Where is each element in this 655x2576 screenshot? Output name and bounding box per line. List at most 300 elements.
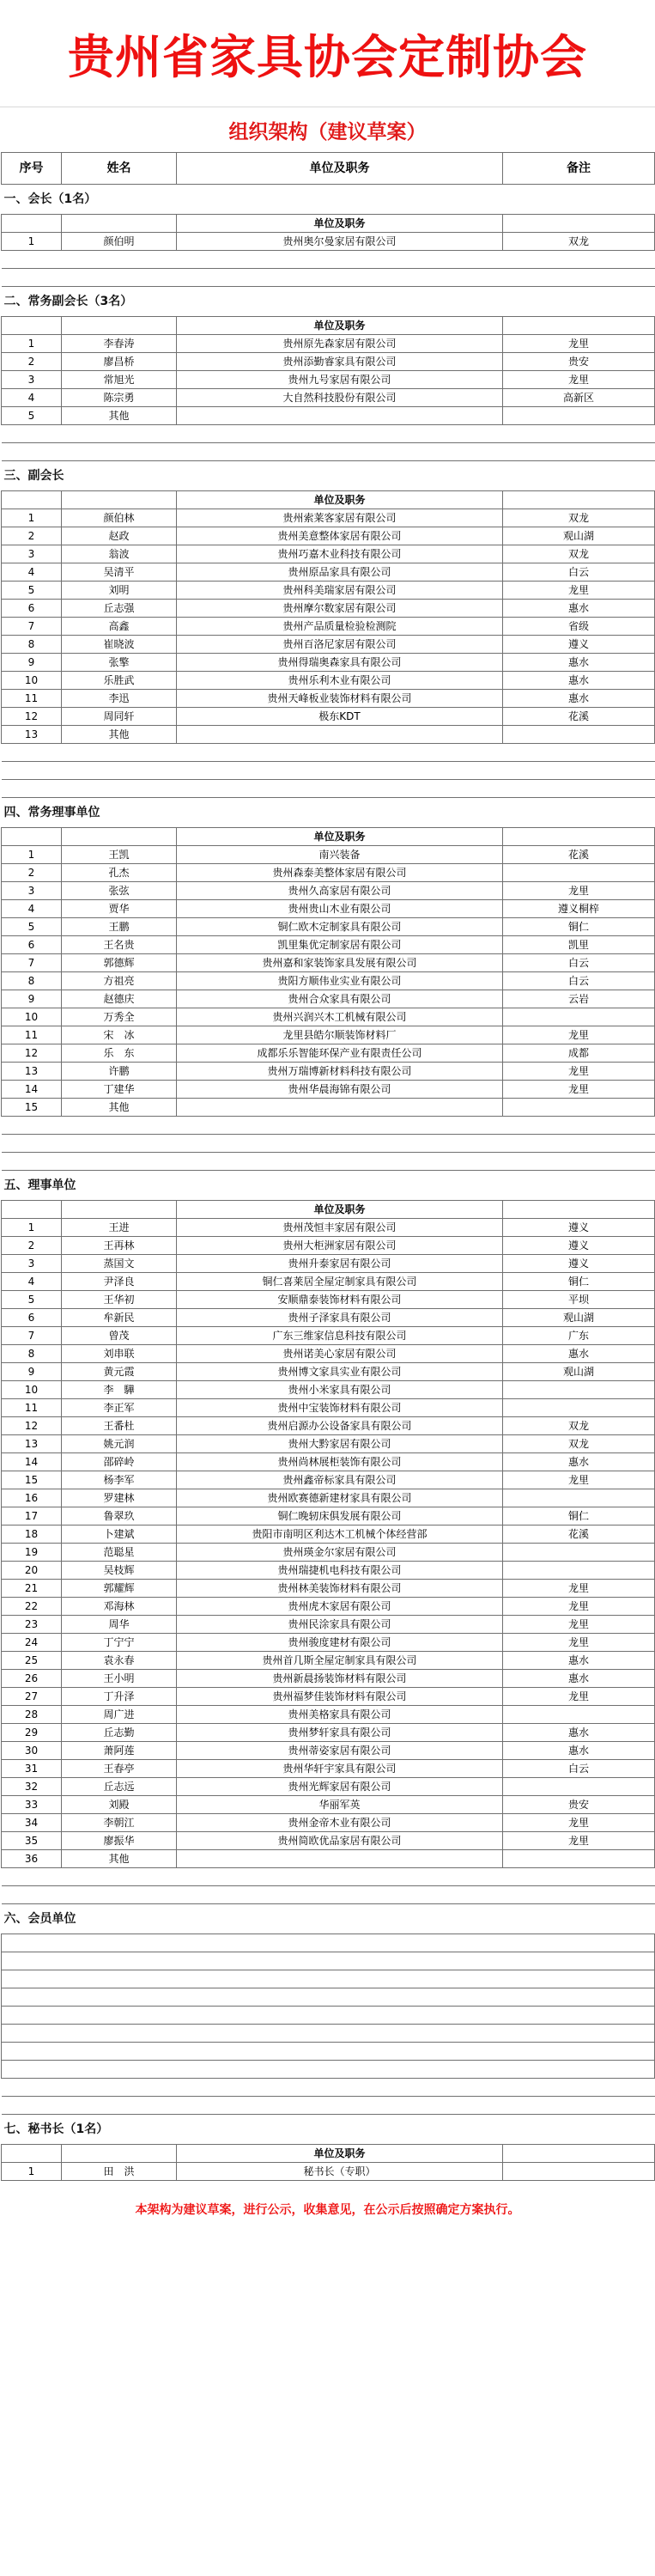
row-unit: 贵州合众家具有限公司 bbox=[177, 990, 503, 1008]
table-row bbox=[2, 1471, 655, 1489]
row-note: 白云 bbox=[503, 563, 655, 582]
row-no: 18 bbox=[2, 1526, 62, 1544]
header-name: 姓名 bbox=[62, 153, 177, 185]
blank-row bbox=[2, 2007, 655, 2025]
row-note: 龙里 bbox=[503, 1580, 655, 1598]
table-row bbox=[2, 636, 655, 654]
row-unit: 贵州大黔家居有限公司 bbox=[177, 1435, 503, 1453]
table-row bbox=[2, 1598, 655, 1616]
table-row bbox=[2, 1796, 655, 1814]
row-note: 惠水 bbox=[503, 600, 655, 618]
sub-header-note bbox=[503, 828, 655, 846]
row-name: 曾茂 bbox=[62, 1327, 177, 1345]
sub-header-no bbox=[2, 317, 62, 335]
row-note: 惠水 bbox=[503, 1652, 655, 1670]
sub-header-name bbox=[62, 1201, 177, 1219]
row-name: 其他 bbox=[62, 726, 177, 744]
row-unit: 贵州升泰家居有限公司 bbox=[177, 1255, 503, 1273]
table-row bbox=[2, 1507, 655, 1526]
row-unit: 贵州虎木家居有限公司 bbox=[177, 1598, 503, 1616]
blank-cell bbox=[2, 2007, 655, 2025]
row-unit: 龙里县皓尔顺装饰材料厂 bbox=[177, 1026, 503, 1044]
row-unit: 贵州瑛金尔家居有限公司 bbox=[177, 1544, 503, 1562]
row-note: 惠水 bbox=[503, 690, 655, 708]
row-no: 7 bbox=[2, 1327, 62, 1345]
sub-header-note bbox=[503, 215, 655, 233]
row-note: 铜仁 bbox=[503, 1507, 655, 1526]
spacer-row bbox=[2, 780, 655, 798]
row-note: 惠水 bbox=[503, 1670, 655, 1688]
spacer-cell bbox=[2, 443, 655, 461]
row-no: 6 bbox=[2, 1309, 62, 1327]
spacer-row bbox=[2, 1868, 655, 1886]
table-row bbox=[2, 600, 655, 618]
table-row bbox=[2, 882, 655, 900]
table-row bbox=[2, 672, 655, 690]
blank-cell bbox=[2, 1952, 655, 1970]
row-note: 惠水 bbox=[503, 1345, 655, 1363]
table-row bbox=[2, 708, 655, 726]
table-row bbox=[2, 1044, 655, 1063]
table-row bbox=[2, 335, 655, 353]
row-no: 14 bbox=[2, 1453, 62, 1471]
row-note: 龙里 bbox=[503, 882, 655, 900]
table-row bbox=[2, 1219, 655, 1237]
row-name: 邵碎岭 bbox=[62, 1453, 177, 1471]
row-unit: 广东三维家信息科技有限公司 bbox=[177, 1327, 503, 1345]
spacer-row bbox=[2, 2079, 655, 2097]
table-row bbox=[2, 371, 655, 389]
row-unit: 贵州嘉和家装饰家具发展有限公司 bbox=[177, 954, 503, 972]
row-unit: 贵州乐利木业有限公司 bbox=[177, 672, 503, 690]
row-name: 刘殿 bbox=[62, 1796, 177, 1814]
section-header-row bbox=[2, 491, 655, 509]
row-name: 万秀全 bbox=[62, 1008, 177, 1026]
row-no: 2 bbox=[2, 527, 62, 545]
section-title-row bbox=[2, 2115, 655, 2145]
section-title-row bbox=[2, 287, 655, 317]
row-name: 牟新民 bbox=[62, 1309, 177, 1327]
row-no: 1 bbox=[2, 846, 62, 864]
table-row bbox=[2, 407, 655, 425]
row-no: 30 bbox=[2, 1742, 62, 1760]
row-name: 翁波 bbox=[62, 545, 177, 563]
table-row bbox=[2, 690, 655, 708]
row-no: 12 bbox=[2, 708, 62, 726]
row-note: 观山湖 bbox=[503, 527, 655, 545]
row-name: 李迅 bbox=[62, 690, 177, 708]
row-unit: 贵州美格家具有限公司 bbox=[177, 1706, 503, 1724]
table-row bbox=[2, 1832, 655, 1850]
row-no: 4 bbox=[2, 900, 62, 918]
row-unit: 贵州科美瑞家居有限公司 bbox=[177, 582, 503, 600]
row-name: 姚元润 bbox=[62, 1435, 177, 1453]
row-note bbox=[503, 1850, 655, 1868]
sub-header-unit: 单位及职务 bbox=[177, 1201, 503, 1219]
row-name: 宋 冰 bbox=[62, 1026, 177, 1044]
row-note: 广东 bbox=[503, 1327, 655, 1345]
row-no: 1 bbox=[2, 2163, 62, 2181]
row-unit: 贵州梦轩家具有限公司 bbox=[177, 1724, 503, 1742]
row-unit: 贵州鑫帝标家具有限公司 bbox=[177, 1471, 503, 1489]
row-no: 34 bbox=[2, 1814, 62, 1832]
spacer-row bbox=[2, 251, 655, 269]
table-row bbox=[2, 1814, 655, 1832]
row-note: 龙里 bbox=[503, 1814, 655, 1832]
row-no: 2 bbox=[2, 864, 62, 882]
row-unit: 贵州华轩宇家具有限公司 bbox=[177, 1760, 503, 1778]
row-name: 其他 bbox=[62, 1099, 177, 1117]
row-no: 8 bbox=[2, 636, 62, 654]
row-name: 王华初 bbox=[62, 1291, 177, 1309]
row-unit: 贵州骏度建材有限公司 bbox=[177, 1634, 503, 1652]
row-no: 13 bbox=[2, 726, 62, 744]
sub-header-unit: 单位及职务 bbox=[177, 2145, 503, 2163]
row-no: 9 bbox=[2, 1363, 62, 1381]
table-row bbox=[2, 954, 655, 972]
row-name: 卜建斌 bbox=[62, 1526, 177, 1544]
row-note: 贵安 bbox=[503, 1796, 655, 1814]
row-name: 廖振华 bbox=[62, 1832, 177, 1850]
row-note bbox=[503, 726, 655, 744]
sub-header-name bbox=[62, 491, 177, 509]
row-unit: 贵州得瑞奥森家具有限公司 bbox=[177, 654, 503, 672]
row-no: 13 bbox=[2, 1435, 62, 1453]
row-note: 双龙 bbox=[503, 509, 655, 527]
row-unit: 大自然科技股份有限公司 bbox=[177, 389, 503, 407]
row-unit: 贵州索莱客家居有限公司 bbox=[177, 509, 503, 527]
row-name: 丁升泽 bbox=[62, 1688, 177, 1706]
row-note: 龙里 bbox=[503, 1081, 655, 1099]
spacer-cell bbox=[2, 1868, 655, 1886]
row-no: 26 bbox=[2, 1670, 62, 1688]
row-unit: 贵州贵山木业有限公司 bbox=[177, 900, 503, 918]
row-note: 龙里 bbox=[503, 371, 655, 389]
row-no: 5 bbox=[2, 407, 62, 425]
row-note: 龙里 bbox=[503, 1832, 655, 1850]
table-row bbox=[2, 1081, 655, 1099]
row-note: 惠水 bbox=[503, 1724, 655, 1742]
table-header-row bbox=[2, 153, 655, 185]
table-row bbox=[2, 1760, 655, 1778]
row-name: 李 驊 bbox=[62, 1381, 177, 1399]
row-note: 云岩 bbox=[503, 990, 655, 1008]
table-row bbox=[2, 1778, 655, 1796]
row-no: 12 bbox=[2, 1044, 62, 1063]
row-name: 周同轩 bbox=[62, 708, 177, 726]
table-row bbox=[2, 1489, 655, 1507]
row-unit: 贵州民涂家具有限公司 bbox=[177, 1616, 503, 1634]
row-name: 陈宗勇 bbox=[62, 389, 177, 407]
spacer-row bbox=[2, 762, 655, 780]
spacer-cell bbox=[2, 425, 655, 443]
sub-header-note bbox=[503, 491, 655, 509]
row-note: 惠水 bbox=[503, 672, 655, 690]
section-header-row bbox=[2, 317, 655, 335]
row-name: 吴清平 bbox=[62, 563, 177, 582]
row-unit: 贵州美意整体家居有限公司 bbox=[177, 527, 503, 545]
table-row bbox=[2, 509, 655, 527]
blank-cell bbox=[2, 1970, 655, 1988]
row-note: 白云 bbox=[503, 1760, 655, 1778]
spacer-row bbox=[2, 744, 655, 762]
row-unit: 安顺鼎泰装饰材料有限公司 bbox=[177, 1291, 503, 1309]
section-title-row bbox=[2, 798, 655, 828]
row-unit: 贵州欧赛德新建材家具有限公司 bbox=[177, 1489, 503, 1507]
row-no: 6 bbox=[2, 936, 62, 954]
row-unit: 贵州蒂姿家居有限公司 bbox=[177, 1742, 503, 1760]
row-no: 2 bbox=[2, 1237, 62, 1255]
row-unit: 贵阳市南明区利达木工机械个体经营部 bbox=[177, 1526, 503, 1544]
row-note bbox=[503, 1099, 655, 1117]
row-unit: 贵州博文家具实业有限公司 bbox=[177, 1363, 503, 1381]
row-no: 2 bbox=[2, 353, 62, 371]
sub-header-no bbox=[2, 828, 62, 846]
row-no: 12 bbox=[2, 1417, 62, 1435]
row-unit: 贵州子泽家具有限公司 bbox=[177, 1309, 503, 1327]
document-subtitle: 组织架构（建议草案） bbox=[0, 107, 655, 152]
table-row bbox=[2, 1363, 655, 1381]
row-note: 遵义桐梓 bbox=[503, 900, 655, 918]
table-row bbox=[2, 1526, 655, 1544]
table-row bbox=[2, 1616, 655, 1634]
table-row bbox=[2, 1724, 655, 1742]
row-note: 观山湖 bbox=[503, 1363, 655, 1381]
row-note: 铜仁 bbox=[503, 1273, 655, 1291]
row-name: 丘志勤 bbox=[62, 1724, 177, 1742]
spacer-row bbox=[2, 443, 655, 461]
row-unit: 贵州添勤睿家具有限公司 bbox=[177, 353, 503, 371]
section-header-row bbox=[2, 215, 655, 233]
row-unit: 贵州百洛尼家居有限公司 bbox=[177, 636, 503, 654]
spacer-row bbox=[2, 1153, 655, 1171]
table-row bbox=[2, 582, 655, 600]
table-row bbox=[2, 1850, 655, 1868]
row-note: 龙里 bbox=[503, 1634, 655, 1652]
sub-header-unit: 单位及职务 bbox=[177, 317, 503, 335]
row-name: 郭耀辉 bbox=[62, 1580, 177, 1598]
table-row bbox=[2, 1327, 655, 1345]
blank-cell bbox=[2, 1934, 655, 1952]
row-unit: 南兴装备 bbox=[177, 846, 503, 864]
row-note: 龙里 bbox=[503, 1598, 655, 1616]
row-note: 龙里 bbox=[503, 582, 655, 600]
blank-row bbox=[2, 1952, 655, 1970]
blank-row bbox=[2, 2061, 655, 2079]
sub-header-no bbox=[2, 1201, 62, 1219]
row-note: 花溪 bbox=[503, 708, 655, 726]
row-name: 郭德辉 bbox=[62, 954, 177, 972]
table-row bbox=[2, 1742, 655, 1760]
row-unit: 贵州中宝装饰材料有限公司 bbox=[177, 1399, 503, 1417]
row-no: 5 bbox=[2, 582, 62, 600]
table-row bbox=[2, 990, 655, 1008]
row-unit: 凯里集优定制家居有限公司 bbox=[177, 936, 503, 954]
sub-header-no bbox=[2, 215, 62, 233]
row-note: 龙里 bbox=[503, 1063, 655, 1081]
row-unit: 贵州久高家居有限公司 bbox=[177, 882, 503, 900]
row-unit bbox=[177, 407, 503, 425]
section-header-row bbox=[2, 828, 655, 846]
row-no: 29 bbox=[2, 1724, 62, 1742]
row-note: 双龙 bbox=[503, 233, 655, 251]
row-name: 李正军 bbox=[62, 1399, 177, 1417]
row-name: 赵德庆 bbox=[62, 990, 177, 1008]
row-note: 高新区 bbox=[503, 389, 655, 407]
row-name: 廖昌桥 bbox=[62, 353, 177, 371]
table-row bbox=[2, 1562, 655, 1580]
row-unit: 贵州森泰美整体家居有限公司 bbox=[177, 864, 503, 882]
row-no: 7 bbox=[2, 954, 62, 972]
row-unit: 成都乐乐智能环保产业有限责任公司 bbox=[177, 1044, 503, 1063]
row-no: 19 bbox=[2, 1544, 62, 1562]
table-row bbox=[2, 1273, 655, 1291]
row-name: 王小明 bbox=[62, 1670, 177, 1688]
row-no: 21 bbox=[2, 1580, 62, 1598]
row-note: 惠水 bbox=[503, 654, 655, 672]
spacer-cell bbox=[2, 744, 655, 762]
row-no: 3 bbox=[2, 1255, 62, 1273]
row-name: 王进 bbox=[62, 1219, 177, 1237]
org-table-body bbox=[2, 153, 655, 2181]
row-unit: 贵州新晨扬装饰材料有限公司 bbox=[177, 1670, 503, 1688]
row-note bbox=[503, 1562, 655, 1580]
table-row bbox=[2, 1688, 655, 1706]
row-note bbox=[503, 407, 655, 425]
row-note: 双龙 bbox=[503, 545, 655, 563]
spacer-cell bbox=[2, 2079, 655, 2097]
row-no: 31 bbox=[2, 1760, 62, 1778]
row-note: 遵义 bbox=[503, 1255, 655, 1273]
notice-text: 本架构为建议草案，进行公示，收集意见，在公示后按照确定方案执行。 bbox=[135, 2203, 520, 2217]
spacer-cell bbox=[2, 1153, 655, 1171]
row-note: 铜仁 bbox=[503, 918, 655, 936]
table-row bbox=[2, 726, 655, 744]
table-row bbox=[2, 1291, 655, 1309]
row-name: 乐胜武 bbox=[62, 672, 177, 690]
row-unit: 贵州华晨海锦有限公司 bbox=[177, 1081, 503, 1099]
row-note: 省级 bbox=[503, 618, 655, 636]
row-unit: 贵州林美装饰材料有限公司 bbox=[177, 1580, 503, 1598]
row-no: 27 bbox=[2, 1688, 62, 1706]
row-no: 28 bbox=[2, 1706, 62, 1724]
blank-row bbox=[2, 1988, 655, 2007]
row-note: 龙里 bbox=[503, 1688, 655, 1706]
row-name: 颜伯明 bbox=[62, 233, 177, 251]
row-name: 许鹏 bbox=[62, 1063, 177, 1081]
row-no: 4 bbox=[2, 563, 62, 582]
row-unit: 极东KDT bbox=[177, 708, 503, 726]
row-name: 贾华 bbox=[62, 900, 177, 918]
row-unit: 贵州摩尔数家居有限公司 bbox=[177, 600, 503, 618]
blank-cell bbox=[2, 2061, 655, 2079]
row-no: 10 bbox=[2, 1008, 62, 1026]
row-name: 萧阿莲 bbox=[62, 1742, 177, 1760]
table-row bbox=[2, 936, 655, 954]
row-note bbox=[503, 1489, 655, 1507]
table-row bbox=[2, 233, 655, 251]
row-name: 刘串联 bbox=[62, 1345, 177, 1363]
table-row bbox=[2, 1544, 655, 1562]
section-title-row bbox=[2, 1904, 655, 1934]
row-note bbox=[503, 1778, 655, 1796]
spacer-cell bbox=[2, 1117, 655, 1135]
section-title: 一、会长（1名） bbox=[2, 185, 655, 215]
row-name: 乐 东 bbox=[62, 1044, 177, 1063]
row-unit: 贵州金帝木业有限公司 bbox=[177, 1814, 503, 1832]
table-row bbox=[2, 864, 655, 882]
row-name: 赵政 bbox=[62, 527, 177, 545]
row-note: 观山湖 bbox=[503, 1309, 655, 1327]
row-no: 5 bbox=[2, 918, 62, 936]
blank-cell bbox=[2, 2025, 655, 2043]
row-no: 35 bbox=[2, 1832, 62, 1850]
spacer-row bbox=[2, 1135, 655, 1153]
row-name: 刘明 bbox=[62, 582, 177, 600]
sub-header-name bbox=[62, 828, 177, 846]
sub-header-unit: 单位及职务 bbox=[177, 215, 503, 233]
sub-header-name bbox=[62, 215, 177, 233]
row-note: 惠水 bbox=[503, 1453, 655, 1471]
blank-row bbox=[2, 2025, 655, 2043]
row-no: 1 bbox=[2, 509, 62, 527]
sub-header-unit: 单位及职务 bbox=[177, 491, 503, 509]
row-note: 花溪 bbox=[503, 1526, 655, 1544]
sub-header-no bbox=[2, 491, 62, 509]
row-name: 方祖亮 bbox=[62, 972, 177, 990]
table-row bbox=[2, 900, 655, 918]
row-unit: 贵州福梦佳装饰材料有限公司 bbox=[177, 1688, 503, 1706]
row-note: 花溪 bbox=[503, 846, 655, 864]
row-no: 4 bbox=[2, 1273, 62, 1291]
row-no: 10 bbox=[2, 672, 62, 690]
row-no: 11 bbox=[2, 690, 62, 708]
row-name: 王凯 bbox=[62, 846, 177, 864]
row-unit bbox=[177, 1099, 503, 1117]
spacer-row bbox=[2, 1886, 655, 1904]
row-unit: 贵州首几斯全屋定制家具有限公司 bbox=[177, 1652, 503, 1670]
row-note bbox=[503, 864, 655, 882]
row-unit: 贵州奥尔曼家居有限公司 bbox=[177, 233, 503, 251]
spacer-row bbox=[2, 1117, 655, 1135]
row-no: 1 bbox=[2, 335, 62, 353]
row-no: 15 bbox=[2, 1099, 62, 1117]
section-title: 三、副会长 bbox=[2, 461, 655, 491]
row-name: 丘志远 bbox=[62, 1778, 177, 1796]
table-row bbox=[2, 1063, 655, 1081]
row-unit: 贵州原先森家居有限公司 bbox=[177, 335, 503, 353]
row-name: 丁宁宁 bbox=[62, 1634, 177, 1652]
row-name: 王名贵 bbox=[62, 936, 177, 954]
row-no: 8 bbox=[2, 1345, 62, 1363]
table-row bbox=[2, 563, 655, 582]
section-header-row bbox=[2, 1201, 655, 1219]
table-row bbox=[2, 2163, 655, 2181]
spacer-row bbox=[2, 425, 655, 443]
row-name: 杨李军 bbox=[62, 1471, 177, 1489]
row-unit: 贵州九号家居有限公司 bbox=[177, 371, 503, 389]
table-row bbox=[2, 1417, 655, 1435]
table-row bbox=[2, 1453, 655, 1471]
row-note bbox=[503, 1706, 655, 1724]
blank-row bbox=[2, 1934, 655, 1952]
row-note: 双龙 bbox=[503, 1417, 655, 1435]
row-unit: 贵州万瑞博新材料科技有限公司 bbox=[177, 1063, 503, 1081]
header-unit: 单位及职务 bbox=[177, 153, 503, 185]
blank-row bbox=[2, 2043, 655, 2061]
row-name: 李朝江 bbox=[62, 1814, 177, 1832]
row-no: 9 bbox=[2, 990, 62, 1008]
